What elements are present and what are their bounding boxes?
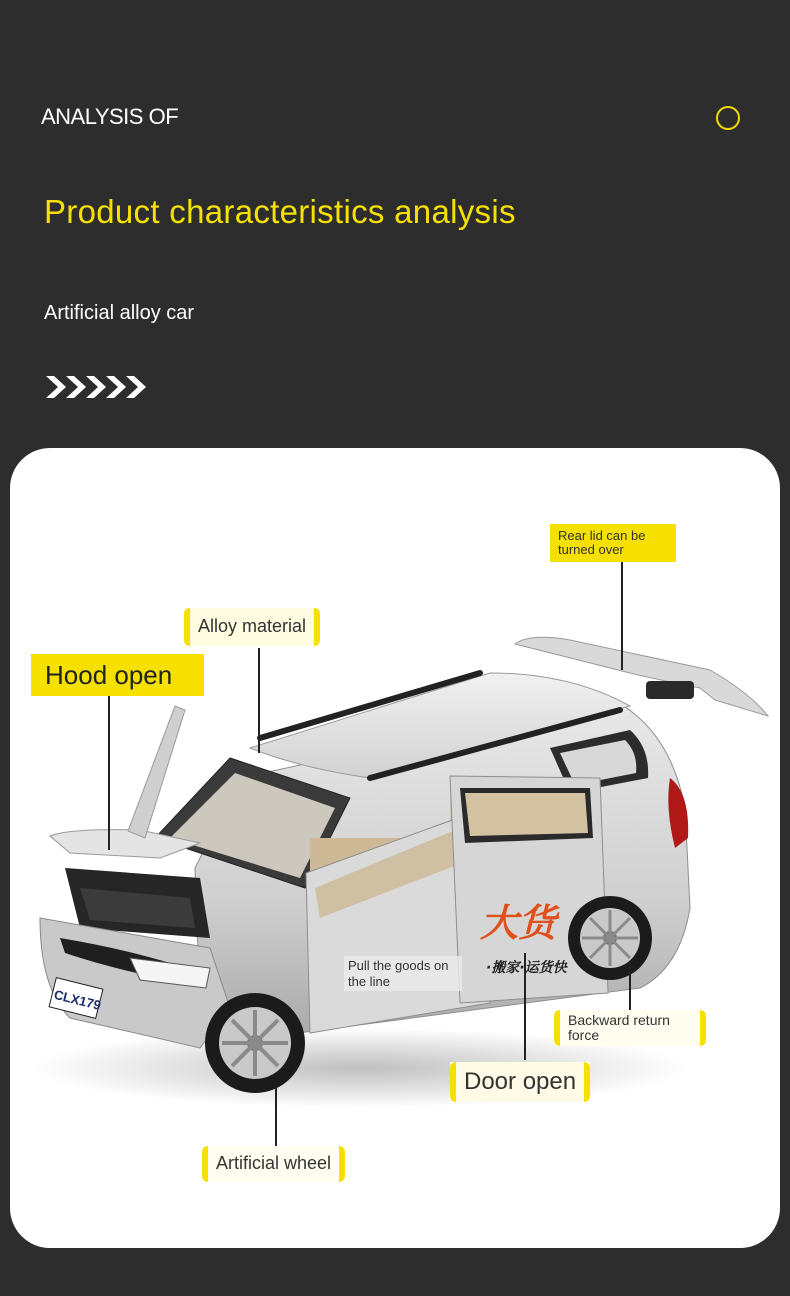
callout-rear-lid-text: Rear lid can be turned over [558, 527, 646, 557]
rear-wheel [568, 896, 652, 980]
side-graphic-large: 大货 [480, 901, 557, 945]
front-wheel [205, 993, 305, 1093]
callout-cap [700, 1010, 706, 1046]
section-label: ANALYSIS OF [41, 104, 179, 129]
callout-alloy-material [184, 608, 320, 646]
license-plate: CLX179 [52, 986, 103, 1013]
car-illustration [10, 448, 780, 1248]
callout-rear-lid [550, 524, 676, 562]
product-panel [10, 448, 780, 1248]
side-graphic-small: ·搬家·运货快 [486, 960, 567, 976]
callout-hood-open [31, 654, 204, 696]
callout-cap [314, 608, 320, 646]
page-title: Product characteristics analysis [44, 193, 516, 230]
rear-lid-window [646, 681, 694, 699]
chevron-arrows-icon [46, 376, 150, 398]
callout-door-text: Door open [464, 1067, 577, 1095]
callout-door-open [450, 1062, 590, 1102]
callout-artificial-wheel [202, 1146, 345, 1182]
callout-hood-open-text: Hood open [45, 659, 173, 690]
pull-goods-label: Pull the goods on the line [344, 956, 462, 991]
callout-wheel-text: Artificial wheel [216, 1153, 332, 1174]
circle-icon [716, 106, 740, 130]
callout-backward-text: Backward return force [568, 1011, 670, 1043]
subtitle: Artificial alloy car [44, 302, 195, 324]
callout-cap [339, 1146, 345, 1182]
callout-alloy-text: Alloy material [198, 616, 307, 637]
callout-backward-return [554, 1010, 706, 1046]
callout-cap [584, 1062, 590, 1102]
